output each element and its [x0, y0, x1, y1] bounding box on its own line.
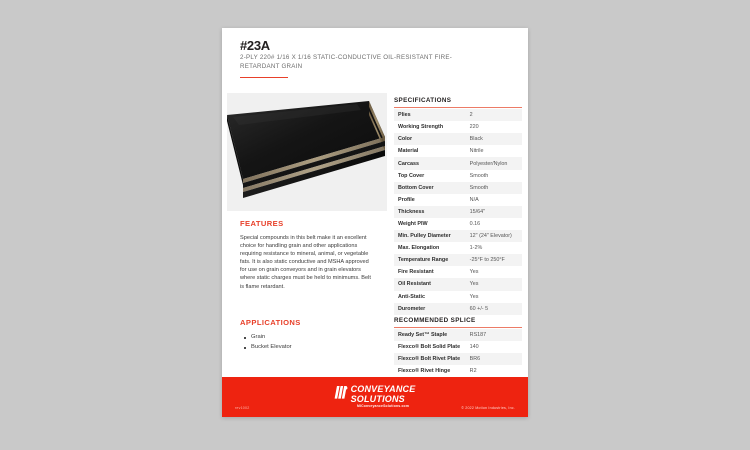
- spec-value: 0.16: [469, 220, 481, 227]
- applications-section: [240, 318, 372, 352]
- spec-value: Smooth: [469, 172, 489, 179]
- product-datasheet-page: [222, 28, 528, 417]
- table-row: [394, 278, 522, 290]
- spec-label: Plies: [398, 112, 411, 119]
- features-section: [240, 219, 372, 291]
- spec-value: Smooth: [469, 184, 489, 191]
- splice-value: BR6: [469, 356, 481, 363]
- spec-label: Fire Resistant: [398, 269, 434, 276]
- product-image: [227, 93, 387, 211]
- title-accent-rule: [240, 77, 288, 78]
- spec-value: -25°F to 250°F: [469, 257, 505, 264]
- specifications-section: [394, 97, 522, 315]
- spec-value: Nitrile: [469, 148, 484, 155]
- right-column: [388, 90, 528, 377]
- spec-label: Weight PIW: [398, 220, 428, 227]
- footer-copyright: © 2022 Motion Industries, Inc.: [461, 406, 515, 410]
- conveyance-solutions-logo: [335, 385, 416, 408]
- recommended-splice-accent-rule: [394, 327, 522, 328]
- spec-label: Color: [398, 136, 413, 143]
- spec-value: 2: [469, 112, 473, 119]
- logo-wordmark: [351, 385, 416, 408]
- recommended-splice-heading: RECOMMENDED SPLICE: [394, 317, 476, 324]
- table-row: [394, 266, 522, 278]
- spec-label: Bottom Cover: [398, 184, 434, 191]
- spec-value: 15/64": [469, 208, 486, 215]
- spec-value: N/A: [469, 196, 479, 203]
- table-row: [394, 254, 522, 266]
- applications-heading: APPLICATIONS: [240, 318, 301, 327]
- logo-bars-icon: [335, 386, 348, 401]
- logo-website-url: MIConveyanceSolutions.com: [356, 404, 410, 408]
- spec-label: Top Cover: [398, 172, 425, 179]
- spec-value: Yes: [469, 293, 479, 300]
- conveyor-belt-illustration: [227, 93, 387, 211]
- applications-list: [240, 333, 372, 352]
- table-row: [394, 242, 522, 254]
- table-row: [394, 206, 522, 218]
- datasheet-footer: [222, 377, 528, 417]
- spec-value: 12" (24" Elevator): [469, 233, 512, 240]
- table-row: [394, 121, 522, 133]
- table-row: [394, 170, 522, 182]
- logo-line-2: SOLUTIONS: [350, 393, 405, 404]
- spec-label: Profile: [398, 196, 415, 203]
- table-row: [394, 291, 522, 303]
- list-item: Grain: [251, 333, 372, 343]
- table-row: [394, 341, 522, 353]
- table-row: [394, 145, 522, 157]
- datasheet-header: [222, 28, 528, 90]
- table-row: [394, 218, 522, 230]
- spec-label: Working Strength: [398, 124, 444, 131]
- spec-label: Carcass: [398, 160, 419, 167]
- logo-line-1: CONVEYANCE: [350, 384, 416, 394]
- table-row: [394, 365, 522, 377]
- spec-label: Max. Elongation: [398, 245, 440, 252]
- spec-value: Yes: [469, 269, 479, 276]
- specifications-table: [394, 109, 522, 315]
- table-row: [394, 109, 522, 121]
- footer-revision: rev1002: [235, 406, 250, 410]
- spec-label: Oil Resistant: [398, 281, 431, 288]
- spec-label: Material: [398, 148, 419, 155]
- splice-value: RS187: [469, 332, 487, 339]
- table-row: [394, 194, 522, 206]
- spec-label: Anti-Static: [398, 293, 425, 300]
- table-row: [394, 157, 522, 169]
- table-row: [394, 303, 522, 315]
- specifications-heading: SPECIFICATIONS: [394, 97, 452, 104]
- splice-value: R2: [469, 368, 477, 375]
- features-body: Special compounds in this belt make it an excellent choice for handling grain and other applications requiring resistance to mineral, animal, or vegetable fats. It is also static conductive and MSHA approved for use on grain conveyors and in grain elevators where static charges must be held to minimums. Belt is flame retardant.: [240, 235, 371, 290]
- spec-value: 60 +/- 5: [469, 305, 489, 312]
- splice-label: Ready Set™ Staple: [398, 332, 448, 339]
- list-item: Bucket Elevator: [251, 343, 372, 353]
- spec-value: Black: [469, 136, 483, 143]
- splice-label: Flexco® Bolt Rivet Plate: [398, 356, 461, 363]
- spec-label: Durometer: [398, 305, 426, 312]
- spec-value: Polyester/Nylon: [469, 160, 508, 167]
- spec-label: Thickness: [398, 208, 425, 215]
- spec-value: Yes: [469, 281, 479, 288]
- table-row: [394, 133, 522, 145]
- features-heading: FEATURES: [240, 219, 284, 228]
- spec-label: Min. Pulley Diameter: [398, 233, 451, 240]
- table-row: [394, 230, 522, 242]
- specifications-accent-rule: [394, 107, 522, 108]
- product-subtitle: 2-PLY 220# 1/16 X 1/16 STATIC-CONDUCTIVE OIL-RESISTANT FIRE-RETARDANT GRAIN: [240, 54, 453, 70]
- spec-value: 220: [469, 124, 479, 131]
- table-row: [394, 182, 522, 194]
- splice-value: 140: [469, 344, 479, 351]
- splice-label: Flexco® Bolt Solid Plate: [398, 344, 461, 351]
- spec-label: Temperature Range: [398, 257, 449, 264]
- splice-label: Flexco® Rivet Hinge: [398, 368, 451, 375]
- left-column: [222, 90, 388, 377]
- table-row: [394, 353, 522, 365]
- spec-value: 1-2%: [469, 245, 483, 252]
- product-code: #23A: [240, 38, 270, 53]
- table-row: [394, 329, 522, 341]
